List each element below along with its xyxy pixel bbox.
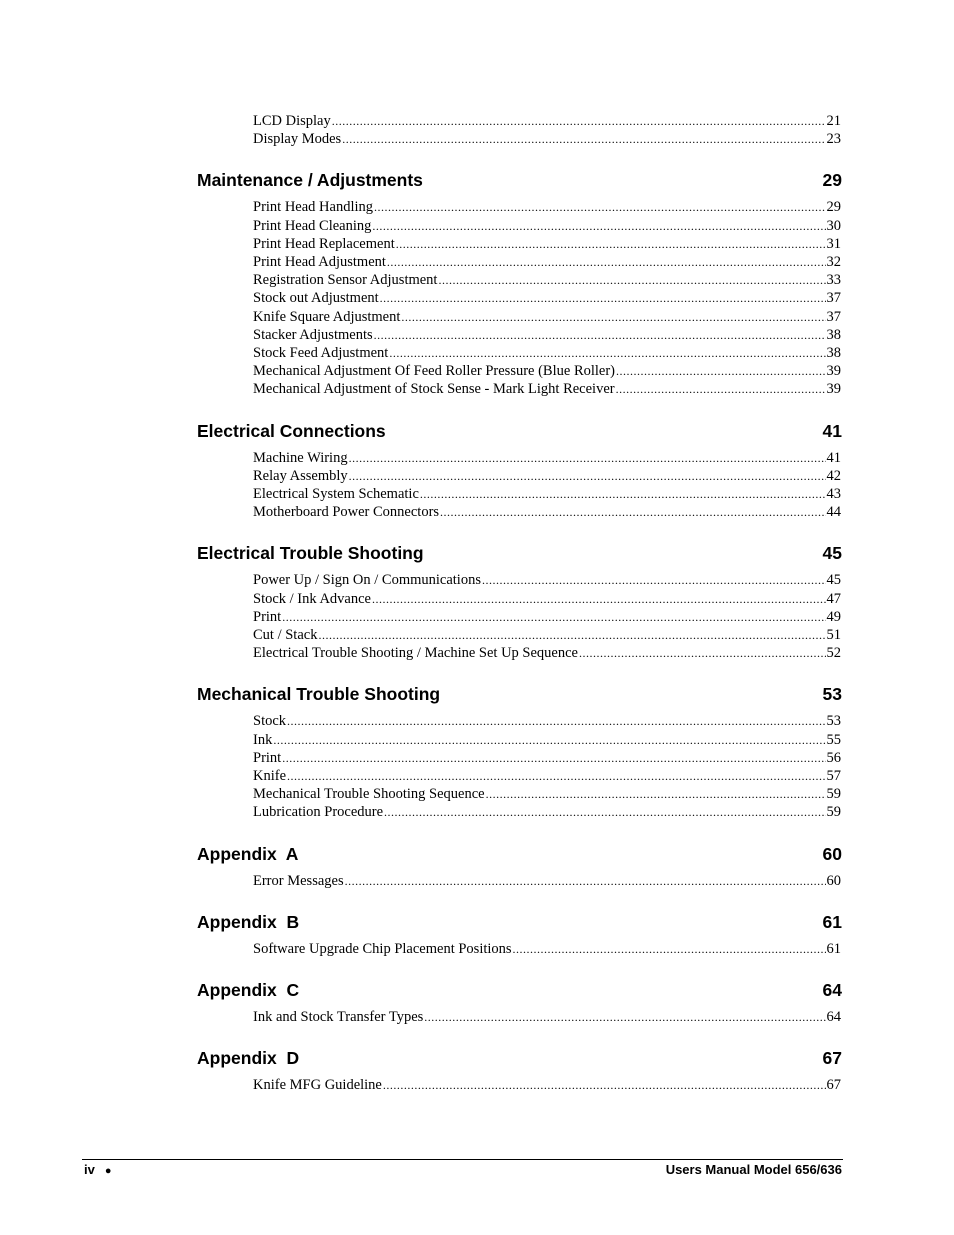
toc-entry-page: 42 [826, 467, 841, 484]
toc-entry-page: 59 [826, 786, 841, 803]
toc-leader-dots [374, 326, 826, 344]
toc-entry-page: 38 [826, 326, 841, 343]
footer-bullet: ● [104, 1165, 112, 1177]
toc-entry-label: Print Head Adjustment [253, 254, 386, 270]
toc-section-heading[interactable] [197, 911, 842, 933]
toc-section-heading[interactable] [197, 169, 842, 191]
toc-entry-label: Knife MFG Guideline [253, 1077, 382, 1094]
toc-entry[interactable] [253, 731, 841, 749]
toc-entry-page: 23 [826, 131, 841, 148]
toc-entry-label: Stacker Adjustments [253, 326, 373, 343]
toc-entry[interactable] [253, 571, 841, 589]
toc-entry[interactable] [253, 785, 841, 803]
toc-leader-dots [273, 731, 825, 749]
toc-leader-dots [282, 608, 825, 626]
toc-entry-page: 56 [826, 749, 841, 766]
toc-entry-page: 49 [826, 608, 841, 625]
toc-entry[interactable] [253, 217, 841, 235]
toc-entry[interactable] [253, 503, 841, 521]
toc-entry[interactable] [253, 872, 841, 890]
toc-entry[interactable] [253, 449, 841, 467]
toc-leader-dots [349, 449, 826, 467]
toc-entry-page: 60 [826, 872, 841, 889]
toc-entry[interactable] [253, 644, 841, 662]
toc-section-page: 60 [822, 843, 842, 864]
toc-entry[interactable] [253, 380, 841, 398]
toc-leader-dots [396, 235, 826, 253]
toc-section-title: Appendix B [197, 911, 300, 932]
toc-leader-dots [616, 380, 826, 398]
toc-entry-label: Print Head Cleaning [253, 217, 372, 234]
toc-entry-page: 39 [826, 381, 841, 398]
toc-section-page: 53 [822, 684, 842, 705]
toc-entry-page: 33 [826, 272, 841, 289]
toc-entry-label: Cut / Stack [253, 627, 318, 643]
toc-entry-page: 52 [826, 645, 841, 662]
toc-entry-label: Stock / Ink Advance [253, 590, 371, 607]
toc-section-heading[interactable] [197, 420, 842, 442]
toc-entry[interactable] [253, 712, 841, 730]
toc-entry[interactable] [253, 112, 841, 130]
toc-section-title: Appendix D [197, 1048, 300, 1069]
toc-entry[interactable] [253, 749, 841, 767]
toc-leader-dots [486, 785, 826, 803]
toc-entry-label: Knife [253, 768, 287, 784]
toc-entry-page: 32 [826, 254, 841, 270]
toc-leader-dots [332, 112, 826, 130]
toc-entry-label: Power Up / Sign On / Communications [253, 572, 481, 589]
toc-entry-label: Stock Feed Adjustment [253, 345, 389, 361]
toc-entry-page: 39 [826, 363, 841, 380]
toc-leader-dots [342, 130, 825, 148]
toc-entry[interactable] [253, 803, 841, 821]
toc-entry-label: Print Head Handling [253, 199, 374, 216]
toc-entry[interactable] [253, 198, 841, 216]
footer-title: Users Manual Model 656/636 [665, 1162, 842, 1177]
toc-leader-dots [380, 289, 826, 307]
toc-entry-label: Print [253, 608, 282, 625]
toc-entry-page: 47 [826, 590, 841, 607]
toc-entry-page: 51 [826, 627, 841, 643]
toc-entry-label: Software Upgrade Chip Placement Positions [253, 940, 512, 957]
toc-leader-dots [513, 940, 826, 958]
toc-entry-label: Print [253, 749, 282, 766]
toc-entry[interactable] [253, 1076, 841, 1094]
toc-leader-dots [424, 1008, 825, 1026]
toc-entry-page: 57 [826, 768, 841, 784]
toc-entry[interactable] [253, 467, 841, 485]
toc-entry-page: 61 [826, 940, 841, 957]
toc-entry-page: 59 [826, 804, 841, 821]
toc-section-heading[interactable] [197, 683, 842, 705]
toc-entry-page: 37 [826, 290, 841, 307]
toc-entry-label: Electrical Trouble Shooting / Machine Set Up Sequence [253, 645, 578, 662]
toc-leader-dots [384, 803, 825, 821]
toc-entry-page: 45 [826, 572, 841, 589]
toc-entry[interactable] [253, 590, 841, 608]
toc-entry[interactable] [253, 344, 841, 362]
toc-entry-page: 55 [826, 731, 841, 748]
toc-section-title: Appendix A [197, 843, 299, 864]
toc-section-heading[interactable] [197, 843, 842, 865]
toc-entry-page: 67 [826, 1077, 841, 1094]
toc-entry-label: Print Head Replacement [253, 235, 395, 252]
toc-entry[interactable] [253, 235, 841, 253]
toc-entry-label: Error Messages [253, 872, 344, 889]
toc-entry[interactable] [253, 485, 841, 503]
toc-leader-dots [345, 872, 826, 890]
toc-leader-dots [387, 253, 826, 271]
toc-section-title: Appendix C [197, 980, 300, 1000]
toc-entry[interactable] [253, 289, 841, 307]
toc-entry[interactable] [253, 767, 841, 785]
toc-entry[interactable] [253, 1008, 841, 1026]
footer-page-number-text: iv [84, 1162, 95, 1177]
toc-entry-label: Knife Square Adjustment [253, 308, 401, 325]
toc-section-page: 61 [822, 911, 842, 932]
footer-rule [82, 1159, 843, 1160]
toc-leader-dots [287, 712, 825, 730]
toc-entry-label: Ink [253, 731, 273, 748]
toc-leader-dots [438, 271, 825, 289]
toc-entry-label: Stock out Adjustment [253, 290, 379, 307]
toc-leader-dots [482, 571, 826, 589]
toc-section-title: Electrical Connections [197, 420, 386, 441]
toc-entry-page: 38 [826, 345, 841, 361]
toc-leader-dots [282, 749, 825, 767]
toc-entry-page: 30 [826, 217, 841, 234]
toc-entry[interactable] [253, 940, 841, 958]
toc-leader-dots [372, 590, 826, 608]
toc-section-page: 64 [822, 980, 842, 1000]
toc-entry[interactable] [253, 626, 841, 644]
toc-leader-dots [287, 767, 825, 785]
toc-entry-page: 44 [826, 504, 841, 521]
toc-entry-label: Ink and Stock Transfer Types [253, 1009, 424, 1025]
toc-entry-page: 29 [826, 199, 841, 216]
toc-section-title: Electrical Trouble Shooting [197, 543, 424, 564]
toc-entry-page: 21 [826, 113, 841, 129]
footer-page-number [84, 1162, 112, 1179]
toc-entry-label: Relay Assembly [253, 467, 348, 484]
toc-entry-page: 53 [826, 713, 841, 730]
toc-entry[interactable] [253, 608, 841, 626]
toc-entry[interactable] [253, 362, 841, 380]
toc-entry-label: Mechanical Adjustment of Stock Sense - Mark Light Receiver [253, 381, 615, 398]
toc-entry-page: 64 [826, 1009, 841, 1025]
toc-leader-dots [349, 467, 826, 485]
toc-entry-label: Lubrication Procedure [253, 804, 384, 821]
toc-entry-page: 41 [826, 449, 841, 466]
toc-entry-page: 43 [826, 486, 841, 502]
toc-entry-label: Electrical System Schematic [253, 486, 419, 502]
toc-section-page: 29 [822, 170, 842, 191]
toc-entry-label: Display Modes [253, 131, 342, 148]
toc-section-page: 41 [822, 420, 842, 441]
toc-section-heading[interactable] [197, 979, 842, 1001]
toc-entry[interactable] [253, 308, 841, 326]
toc-leader-dots [616, 362, 825, 380]
toc-entry-label: Stock [253, 713, 287, 730]
toc-entry[interactable] [253, 326, 841, 344]
toc-entry[interactable] [253, 271, 841, 289]
toc-leader-dots [372, 217, 825, 235]
toc-leader-dots [389, 344, 825, 362]
toc-entry-label: Machine Wiring [253, 449, 348, 466]
toc-leader-dots [401, 308, 825, 326]
toc-entry-page: 37 [826, 308, 841, 325]
toc-leader-dots [383, 1076, 826, 1094]
toc-leader-dots [374, 198, 825, 216]
toc-entry-label: Mechanical Adjustment Of Feed Roller Pressure (Blue Roller) [253, 363, 616, 380]
toc-entry-label: Registration Sensor Adjustment [253, 272, 438, 289]
toc-entry-label: Mechanical Trouble Shooting Sequence [253, 786, 485, 803]
toc-section-title: Maintenance / Adjustments [197, 170, 423, 191]
toc-section-page: 45 [822, 543, 842, 564]
toc-entry-label: Motherboard Power Connectors [253, 504, 440, 521]
toc-entry[interactable] [253, 130, 841, 148]
toc-leader-dots [579, 644, 826, 662]
toc-section-title: Mechanical Trouble Shooting [197, 684, 441, 705]
toc-leader-dots [440, 503, 825, 521]
toc-section-heading[interactable] [197, 1047, 842, 1069]
toc-entry-label: LCD Display [253, 113, 331, 129]
toc-leader-dots [420, 485, 826, 503]
toc-section-heading[interactable] [197, 542, 842, 564]
toc-entry-page: 31 [826, 235, 841, 252]
toc-entry[interactable] [253, 253, 841, 271]
toc-section-page: 67 [822, 1048, 842, 1069]
toc-leader-dots [318, 626, 825, 644]
